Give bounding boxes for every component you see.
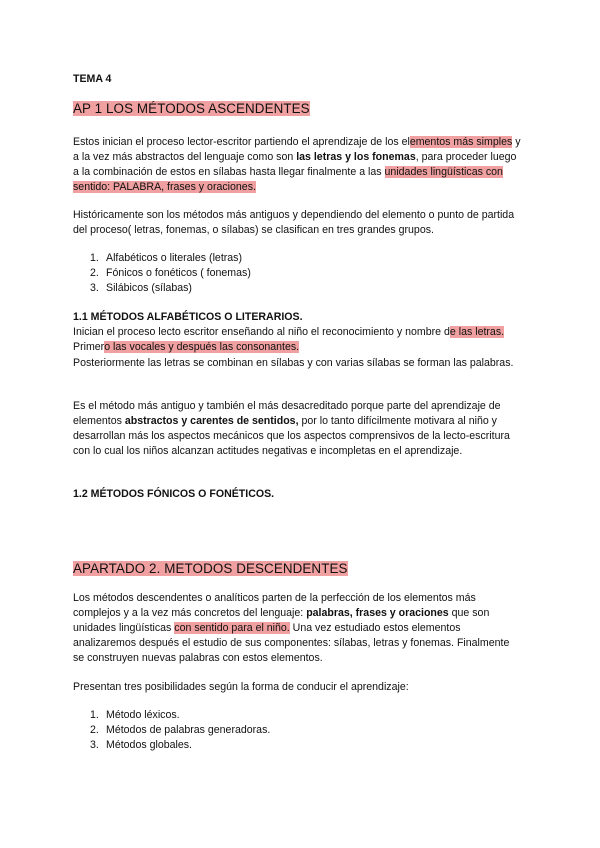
highlight: con sentido para el niño. [174,622,290,634]
highlight: unidades lingüísticas con sentido: PALABRA, frases y oraciones. [73,166,503,193]
bold-text: las letras y los fonemas [296,151,416,163]
list-item: 3. Silábicos (sílabas) [90,282,192,294]
subsection-1-1-paragraph-2: Es el método más antiguo y también el más desacreditado porque parte del aprendizaje de elementos abstractos y carentes de sentidos, por lo tanto difícilmente motivara al niño y desarrollan más los aspectos mecánicos que los aspectos comprensivos de la lecto-escritura con lo cual los niños alcanzan actitudes negativas e incompletas en el aprendizaje. [73,400,510,457]
list-item: 2. Fónicos o fonéticos ( fonemas) [90,267,251,279]
subsection-1-2-title: 1.2 MÉTODOS FÓNICOS O FONÉTICOS. [73,488,275,500]
section-1-list [73,251,523,296]
section-1-title-highlight: AP 1 LOS MÉTODOS ASCENDENTES [73,101,310,116]
highlight: o las vocales y después las consonantes. [104,341,300,353]
subsection-1-1-line-2: Primero las vocales y después las consonantes. [73,341,300,353]
section-2-title [73,560,348,578]
section-2-title-highlight: APARTADO 2. METODOS DESCENDENTES [73,561,348,576]
subsection-1-1-title: 1.1 MÉTODOS ALFABÉTICOS O LITERARIOS. [73,311,303,323]
list-item: 1. Método léxicos. [90,709,180,721]
highlight: ementos más simples [409,136,513,148]
highlight: e las letras. [449,326,505,338]
list-item: 2. Métodos de palabras generadoras. [90,724,271,736]
list-item: 3. Métodos globales. [90,739,192,751]
section-1-paragraph-2: Históricamente son los métodos más antiguos y dependiendo del elemento o punto de partida del proceso( letras, fonemas, o sílabas) se clasifican en tres grandes grupos. [73,209,515,236]
section-1-title [73,100,310,118]
subsection-1-1-line-1: Inician el proceso lecto escritor enseñando al niño el reconocimiento y nombre de las letras. [73,326,505,338]
list-item: 1. Alfabéticos o literales (letras) [90,252,243,264]
section-2-paragraph-1: Los métodos descendentes o analíticos parten de la perfección de los elementos más complejos y a la vez más concretos del lenguaje: palabras, frases y oraciones que son unidades lingüísticas con sentido para el niño. Una vez estudiado estos elementos analizaremos después el estudio de sus componentes: sílabas, letras y fonemas. Finalmente se construyen nuevas palabras con estos elementos. [73,592,510,664]
section-2-paragraph-2: Presentan tres posibilidades según la forma de conducir el aprendizaje: [73,681,409,693]
tema-heading: TEMA 4 [73,73,112,85]
subsection-1-1-line-3: Posteriormente las letras se combinan en sílabas y con varias sílabas se forman las palabras. [73,357,514,369]
section-2-list [73,708,523,753]
bold-text: abstractos y carentes de sentidos, [124,415,299,427]
bold-text: palabras, frases y oraciones [306,607,449,619]
section-1-paragraph-1: Estos inician el proceso lector-escritor partiendo el aprendizaje de los elementos más simples y a la vez más abstractos del lenguaje como son las letras y los fonemas, para proceder luego a la combinación de estos en sílabas hasta llegar finalmente a las unidades lingüísticas con sentido: PALABRA, frases y oraciones. [73,136,521,193]
